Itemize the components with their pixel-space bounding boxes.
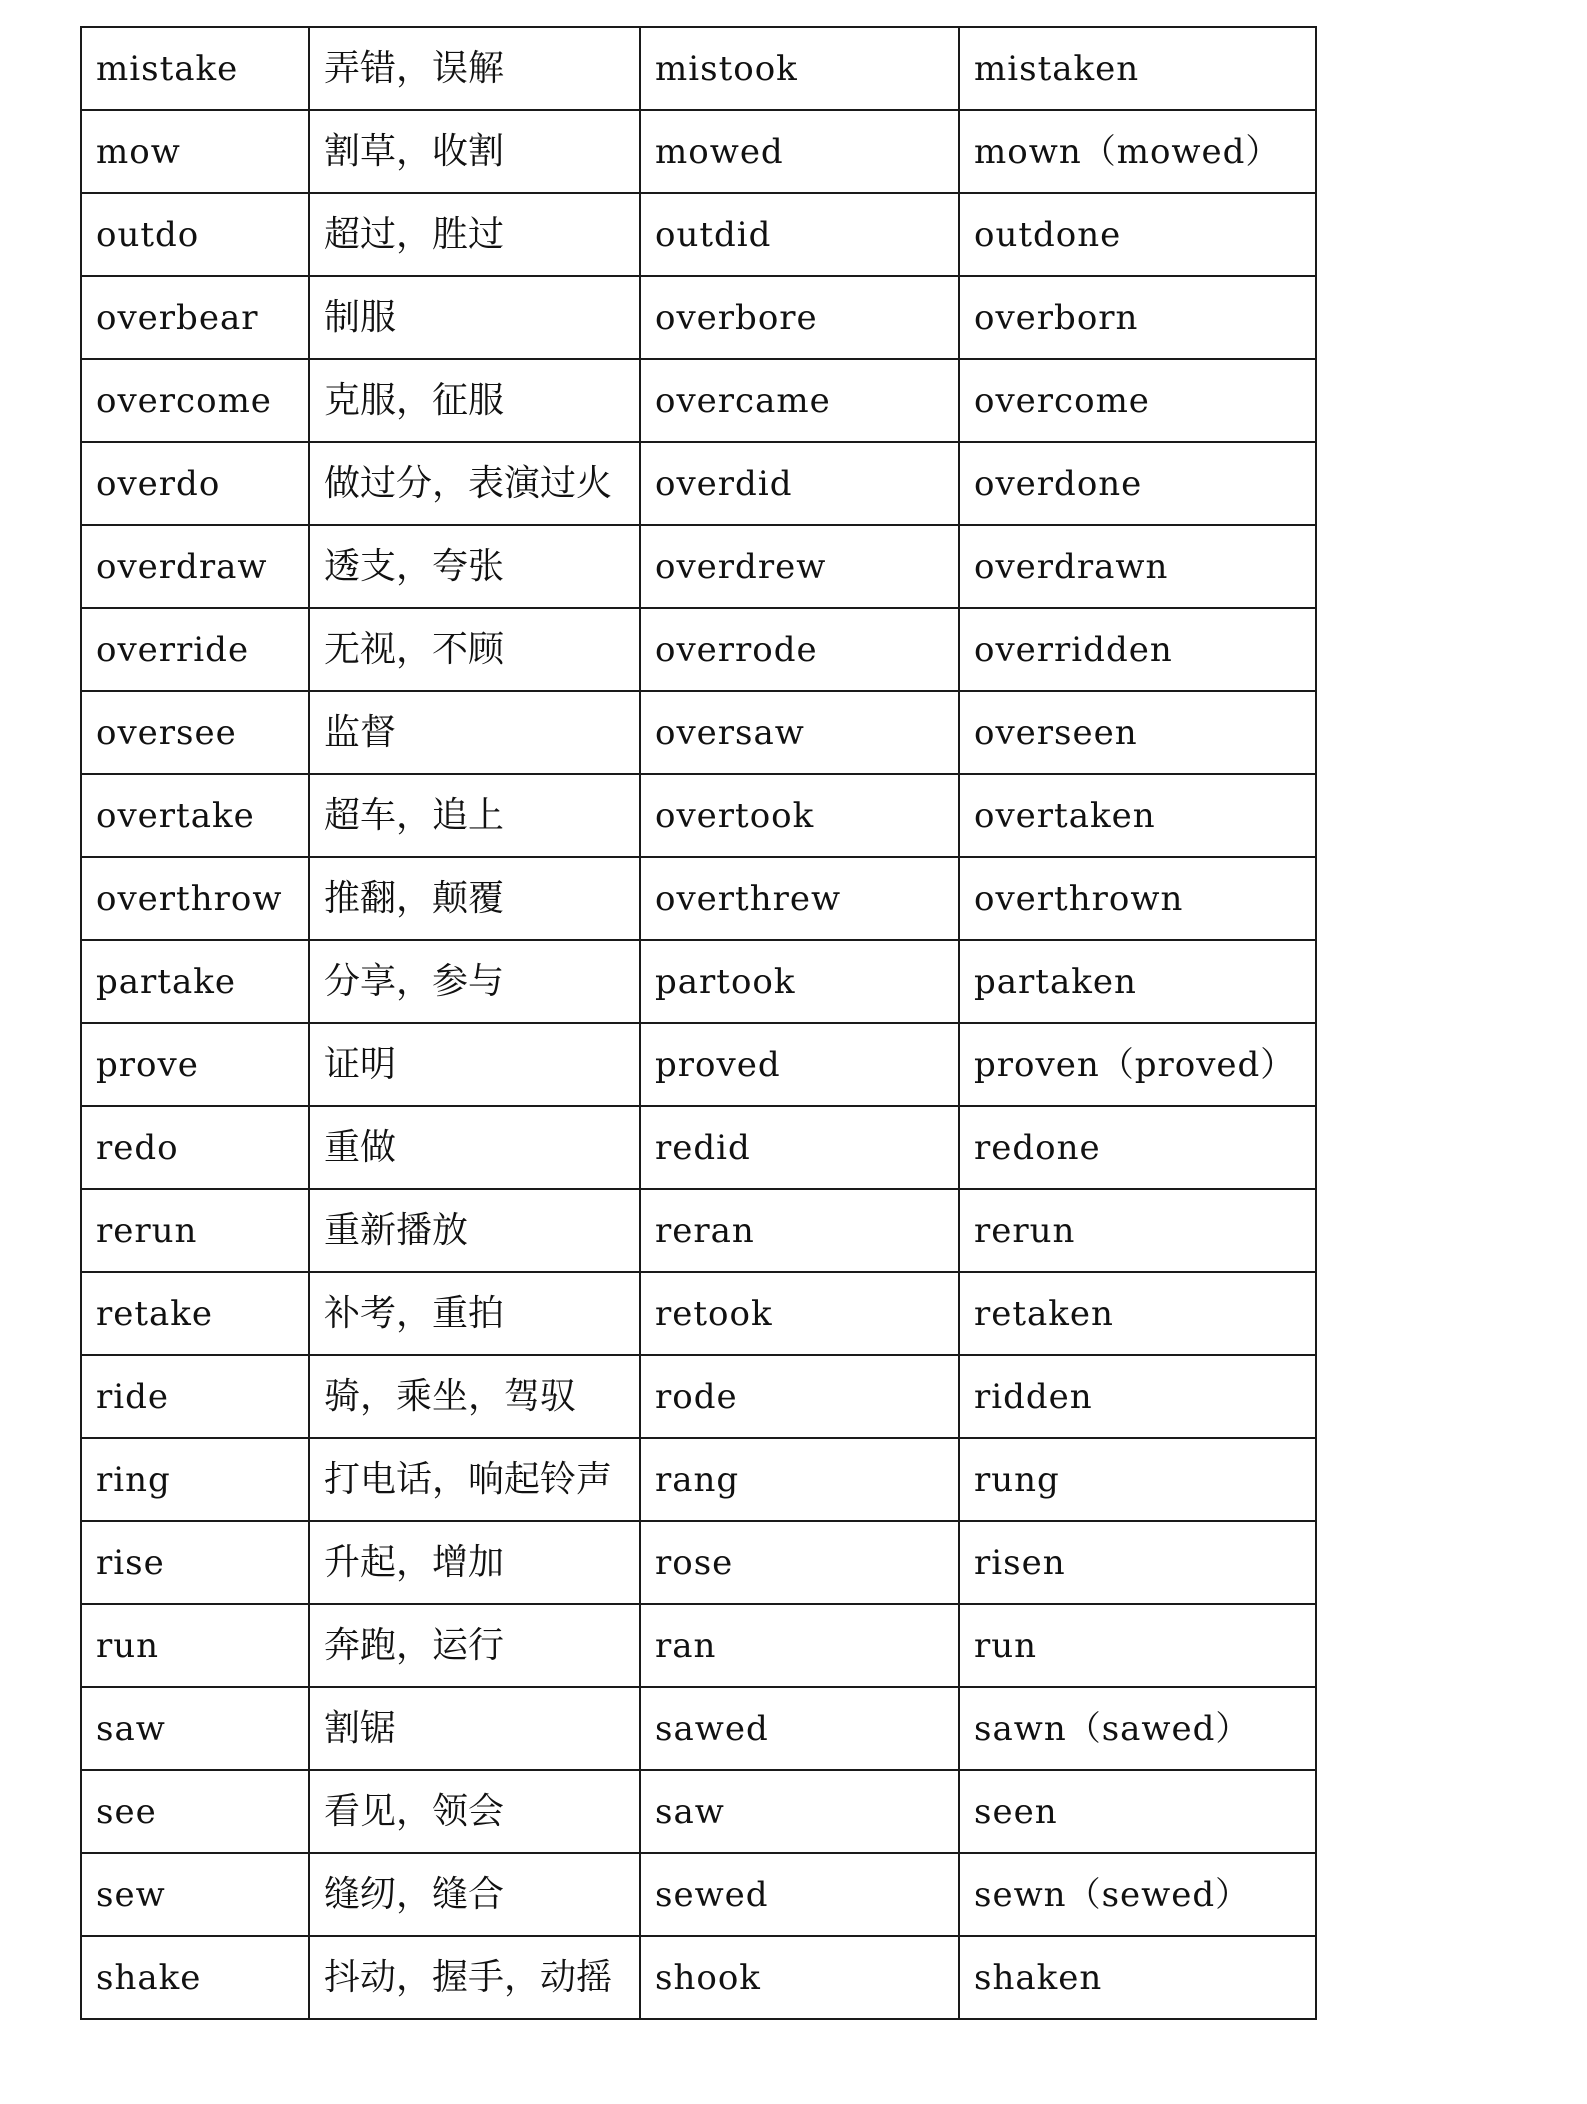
- verb-meaning-cell: 证明: [309, 1023, 640, 1106]
- verb-meaning-cell: 透支，夸张: [309, 525, 640, 608]
- verb-base-cell: rise: [81, 1521, 309, 1604]
- verb-meaning-cell: 超车，追上: [309, 774, 640, 857]
- verb-past-participle-cell: outdone: [959, 193, 1316, 276]
- verb-base-cell: overdraw: [81, 525, 309, 608]
- verb-meaning-cell: 骑，乘坐，驾驭: [309, 1355, 640, 1438]
- table-row: [81, 193, 1316, 276]
- table-row: [81, 110, 1316, 193]
- verb-meaning-cell: 无视，不顾: [309, 608, 640, 691]
- verb-past-cell: sewed: [640, 1853, 959, 1936]
- verb-past-cell: outdid: [640, 193, 959, 276]
- table-row: [81, 1106, 1316, 1189]
- verb-past-cell: retook: [640, 1272, 959, 1355]
- verb-past-participle-cell: overdrawn: [959, 525, 1316, 608]
- table-row: [81, 1438, 1316, 1521]
- verb-meaning-cell: 做过分，表演过火: [309, 442, 640, 525]
- verb-meaning-cell: 重新播放: [309, 1189, 640, 1272]
- verb-base-cell: shake: [81, 1936, 309, 2019]
- verb-past-participle-cell: mown（mowed）: [959, 110, 1316, 193]
- verb-past-participle-cell: sawn（sawed）: [959, 1687, 1316, 1770]
- verb-table-body: [81, 27, 1316, 2019]
- verb-past-participle-cell: overridden: [959, 608, 1316, 691]
- table-row: [81, 359, 1316, 442]
- verb-meaning-cell: 打电话，响起铃声: [309, 1438, 640, 1521]
- verb-past-participle-cell: retaken: [959, 1272, 1316, 1355]
- verb-base-cell: redo: [81, 1106, 309, 1189]
- table-row: [81, 276, 1316, 359]
- verb-meaning-cell: 推翻，颠覆: [309, 857, 640, 940]
- verb-past-cell: redid: [640, 1106, 959, 1189]
- verb-meaning-cell: 制服: [309, 276, 640, 359]
- table-row: [81, 525, 1316, 608]
- verb-base-cell: ring: [81, 1438, 309, 1521]
- verb-base-cell: sew: [81, 1853, 309, 1936]
- verb-base-cell: override: [81, 608, 309, 691]
- table-row: [81, 1687, 1316, 1770]
- table-row: [81, 1853, 1316, 1936]
- verb-past-participle-cell: ridden: [959, 1355, 1316, 1438]
- verb-past-cell: rode: [640, 1355, 959, 1438]
- verb-past-cell: overdrew: [640, 525, 959, 608]
- table-row: [81, 1604, 1316, 1687]
- verb-base-cell: mow: [81, 110, 309, 193]
- table-row: [81, 857, 1316, 940]
- verb-past-cell: rang: [640, 1438, 959, 1521]
- table-row: [81, 1936, 1316, 2019]
- table-row: [81, 940, 1316, 1023]
- verb-past-participle-cell: redone: [959, 1106, 1316, 1189]
- verb-past-participle-cell: seen: [959, 1770, 1316, 1853]
- verb-meaning-cell: 缝纫，缝合: [309, 1853, 640, 1936]
- verb-meaning-cell: 升起，增加: [309, 1521, 640, 1604]
- verb-base-cell: partake: [81, 940, 309, 1023]
- verb-meaning-cell: 克服，征服: [309, 359, 640, 442]
- verb-base-cell: rerun: [81, 1189, 309, 1272]
- verb-past-cell: overbore: [640, 276, 959, 359]
- verb-meaning-cell: 超过，胜过: [309, 193, 640, 276]
- verb-base-cell: ride: [81, 1355, 309, 1438]
- table-row: [81, 608, 1316, 691]
- verb-past-cell: proved: [640, 1023, 959, 1106]
- verb-past-cell: reran: [640, 1189, 959, 1272]
- verb-past-participle-cell: rerun: [959, 1189, 1316, 1272]
- verb-past-participle-cell: sewn（sewed）: [959, 1853, 1316, 1936]
- table-row: [81, 1272, 1316, 1355]
- verb-meaning-cell: 分享，参与: [309, 940, 640, 1023]
- verb-past-cell: shook: [640, 1936, 959, 2019]
- verb-base-cell: overthrow: [81, 857, 309, 940]
- verb-meaning-cell: 看见，领会: [309, 1770, 640, 1853]
- verb-past-cell: oversaw: [640, 691, 959, 774]
- verb-base-cell: saw: [81, 1687, 309, 1770]
- verb-meaning-cell: 奔跑，运行: [309, 1604, 640, 1687]
- verb-past-cell: rose: [640, 1521, 959, 1604]
- table-row: [81, 27, 1316, 110]
- table-row: [81, 774, 1316, 857]
- verb-meaning-cell: 监督: [309, 691, 640, 774]
- verb-past-participle-cell: overthrown: [959, 857, 1316, 940]
- verb-past-participle-cell: proven（proved）: [959, 1023, 1316, 1106]
- verb-past-cell: mowed: [640, 110, 959, 193]
- table-row: [81, 1189, 1316, 1272]
- verb-base-cell: outdo: [81, 193, 309, 276]
- table-row: [81, 1355, 1316, 1438]
- verb-past-cell: sawed: [640, 1687, 959, 1770]
- verb-past-cell: overtook: [640, 774, 959, 857]
- verb-past-cell: saw: [640, 1770, 959, 1853]
- table-row: [81, 1521, 1316, 1604]
- verb-past-cell: overdid: [640, 442, 959, 525]
- verb-past-cell: overcame: [640, 359, 959, 442]
- verb-past-participle-cell: run: [959, 1604, 1316, 1687]
- verb-past-cell: overthrew: [640, 857, 959, 940]
- verb-past-participle-cell: overseen: [959, 691, 1316, 774]
- verb-past-participle-cell: overdone: [959, 442, 1316, 525]
- verb-base-cell: mistake: [81, 27, 309, 110]
- verb-past-cell: ran: [640, 1604, 959, 1687]
- verb-past-cell: overrode: [640, 608, 959, 691]
- irregular-verb-table: [80, 26, 1317, 2020]
- verb-past-participle-cell: overtaken: [959, 774, 1316, 857]
- verb-meaning-cell: 重做: [309, 1106, 640, 1189]
- table-row: [81, 691, 1316, 774]
- verb-past-participle-cell: partaken: [959, 940, 1316, 1023]
- verb-meaning-cell: 弄错，误解: [309, 27, 640, 110]
- verb-past-participle-cell: rung: [959, 1438, 1316, 1521]
- verb-past-participle-cell: risen: [959, 1521, 1316, 1604]
- verb-base-cell: see: [81, 1770, 309, 1853]
- verb-past-cell: mistook: [640, 27, 959, 110]
- verb-past-participle-cell: overcome: [959, 359, 1316, 442]
- verb-meaning-cell: 割锯: [309, 1687, 640, 1770]
- verb-past-cell: partook: [640, 940, 959, 1023]
- table-row: [81, 1023, 1316, 1106]
- table-row: [81, 442, 1316, 525]
- verb-base-cell: overbear: [81, 276, 309, 359]
- verb-base-cell: prove: [81, 1023, 309, 1106]
- verb-base-cell: overdo: [81, 442, 309, 525]
- verb-meaning-cell: 割草，收割: [309, 110, 640, 193]
- verb-past-participle-cell: overborn: [959, 276, 1316, 359]
- verb-base-cell: overcome: [81, 359, 309, 442]
- verb-past-participle-cell: mistaken: [959, 27, 1316, 110]
- verb-base-cell: run: [81, 1604, 309, 1687]
- verb-base-cell: retake: [81, 1272, 309, 1355]
- verb-base-cell: oversee: [81, 691, 309, 774]
- verb-past-participle-cell: shaken: [959, 1936, 1316, 2019]
- verb-base-cell: overtake: [81, 774, 309, 857]
- table-row: [81, 1770, 1316, 1853]
- verb-meaning-cell: 补考，重拍: [309, 1272, 640, 1355]
- verb-meaning-cell: 抖动，握手，动摇: [309, 1936, 640, 2019]
